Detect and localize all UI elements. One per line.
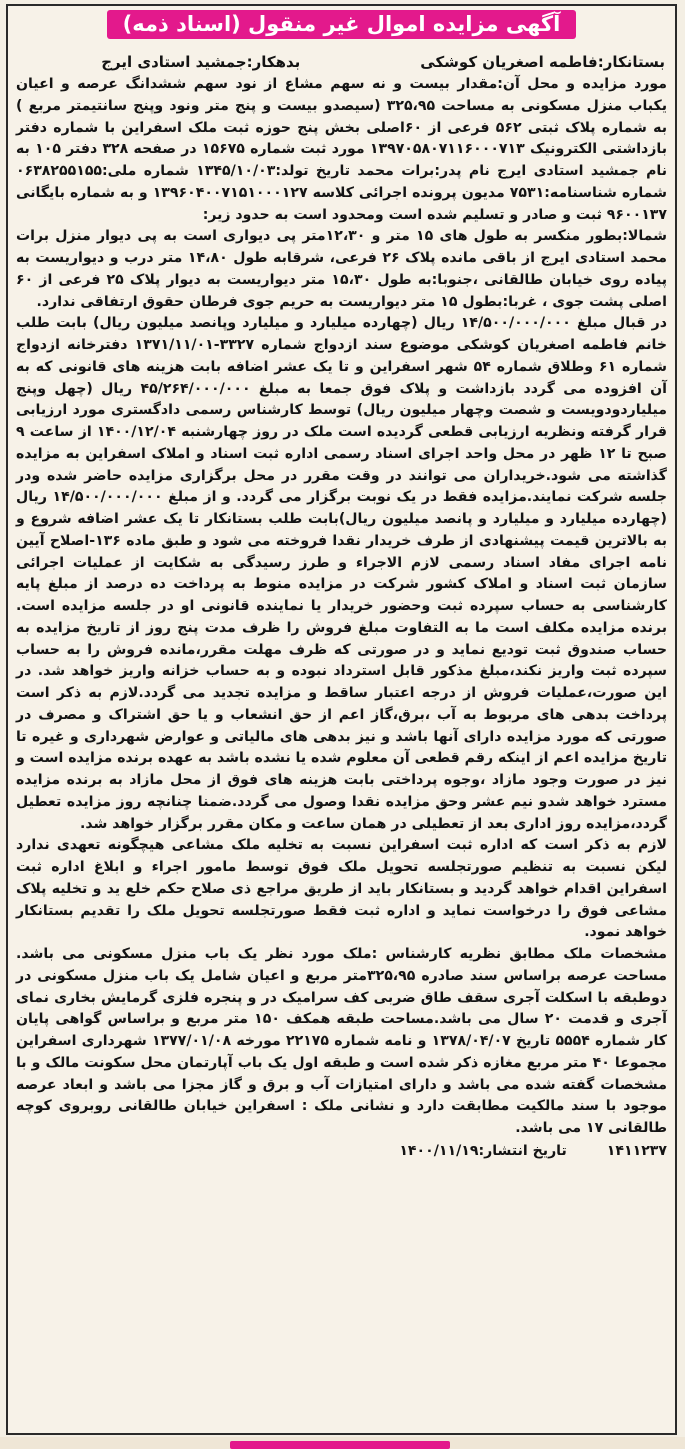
title-bar (8, 6, 675, 50)
paragraph-auction-terms: در قبال مبلغ ۱۴/۵۰۰/۰۰۰/۰۰۰ ریال (چهارده میلیارد و میلیارد وپانصد میلیون ریال) بابت طلب خانم فاطمه اصغریان کوشکی موضوع سند ازدواج شماره ۳۳۲۷-۱۳۷۱/۱۱/۰۱ دفترخانه ازدواج شماره ۶۱ وطلاق شماره ۵۴ شهر اسفراین و تا یک عشر اضافه بابت هزینه های قانونی که به آن افزوده می گردد بازداشت و پلاک فوق جمعا به مبلغ ۴۵/۲۶۴/۰۰۰/۰۰۰ ریال (چهل وپنج میلیاردودویست و شصت وچهار میلیون ریال) توسط کارشناس رسمی دادگستری مورد ارزیابی قرار گرفته ونظریه ارزیابی قطعی گردیده است ملک در روز چهارشنبه ۱۴۰۰/۱۲/۰۴ از ساعت ۹ صبح تا ۱۲ ظهر در محل واحد اجرای اسناد رسمی اداره ثبت اسناد و املاک اسفراین به مزایده گذاشته می شود.خریداران می توانند در وقت مقرر در محل برگزاری مزایده حاضر شده ودر جلسه شرکت نمایند.مزایده فقط در یک نوبت برگزار می گردد. و از مبلغ ۱۴/۵۰۰/۰۰۰/۰۰۰ ریال (چهارده میلیارد و میلیارد و پانصد میلیون ریال)بابت طلب بستانکار تا یک عشر اضافه شروع و به بالاترین قیمت پیشنهادی از طرف خریدار نقدا فروخته می شود و طبق ماده ۱۳۶-اصلاح آیین نامه اجرای مفاد اسناد رسمی لازم الاجراء و طرز رسیدگی به شکایت از عملیات اجرائی سازمان ثبت اسناد و املاک کشور شرکت در مزایده منوط به پرداخت ده درصد از مبلغ پایه کارشناسی به حساب سپرده ثبت وحضور خریدار یا نماینده قانونی او در جلسه مزایده است. برنده مزایده مکلف است ما به التفاوت مبلغ فروش را ظرف مدت پنج روز از تاریخ مزایده به حساب صندوق ثبت توديع نماید و در صورتی که ظرف مهلت مقرر،مانده فروش را به حساب سپرده ثبت واریز نکند،مبلغ مذکور قابل استرداد نبوده و به حساب خزانه واریز خواهد شد. در این صورت،عملیات فروش از درجه اعتبار ساقط و مزایده تجدید می گردد.لازم به ذکر است پرداخت بدهی های مربوط به آب ،برق،گاز اعم از حق انشعاب و یا حق اشتراک و مصرف در صورتی که مورد مزایده دارای آنها باشد و نیز بدهی های مالیاتی و عوارض شهرداری و غیره تا تاریخ مزایده اعم از اینکه رقم قطعی آن معلوم شده یا نشده باشد به عهده برنده مزایده است و نیز در صورت وجود مازاد ،وجوه پرداختی بابت هزینه های فوق از محل مازاد به برنده مزایده مسترد خواهد شدو نیم عشر وحق مزایده نقدا وصول می گردد.ضمنا چنانچه روز مزایده تعطیل گردد،مزایده روز اداری بعد از تعطیلی در همان ساعت و مکان مقرر برگزار خواهد شد. (16, 315, 668, 832)
notice-frame (6, 4, 677, 1435)
paragraph-property-specs: مشخصات ملک مطابق نظریه کارشناس :ملک مورد نظر یک باب منزل مسکونی می باشد. مساحت عرصه براساس سند صادره ۳۲۵،۹۵متر مربع و اعیان شامل یک باب منزل مسکونی در دوطبقه با اسکلت آجری سقف طاق ضربی کف سرامیک در و پنجره فلزی گرمایش بخاری نمای آجری و قدمت ۲۰ سال می باشد.مساحت طبقه همکف ۱۵۰ متر مربع و براساس گواهی پایان کار شماره ۵۵۵۴ تاریخ ۱۳۷۸/۰۴/۰۷ و نامه شماره ۲۲۱۷۵ مورخه ۱۳۷۷/۰۱/۰۸ شهرداری اسفراین مجموعا ۴۰ متر مربع مغازه ذکر شده است و طبقه اول یک باب آپارتمان محل سکونت مالک و با مشخصات گفته شده می باشد و دارای امتیازات آب و برق و گاز مجزا می باشد و ابعاد عرصه موجود با سند مالکیت مطابقت دارد و نشانی ملک : اسفراین خیابان طالقانی روبروی کوچه طالقانی ۱۷ می باشد. (16, 946, 668, 1136)
next-notice-title-fragment (230, 1441, 450, 1449)
notice-code: ۱۴۱۱۲۳۷ (606, 1142, 667, 1159)
paragraph-property-description: مورد مزایده و محل آن:مقدار بیست و نه سهم مشاع از نود سهم ششدانگ عرصه و اعیان یکباب منزل مسکونی به مساحت ۳۲۵،۹۵ (سیصدو بیست و پنج متر ونود وپنج سانتیمتر مربع ) به شماره پلاک ثبتی ۵۶۲ فرعی از ۶۰اصلی بخش پنج حوزه ثبت ملک اسفراین با شماره دفتر بازداشتی الکترونیک ۱۳۹۷۰۵۸۰۷۱۱۶۰۰۰۷۱۳ مورد ثبت شماره ۱۵۶۷۵ در صفحه ۳۲۸ دفتر ۱۰۵ به نام جمشید استادی ایرج نام پدر:برات محمد تاریخ تولد:۱۳۴۵/۱۰/۰۳ شماره ملی:۰۶۳۸۲۵۵۱۵۵ شماره شناسنامه:۷۵۳۱ مدیون پرونده اجرائی کلاسه ۱۳۹۶۰۴۰۰۷۱۵۱۰۰۰۱۲۷ و به شماره بایگانی ۹۶۰۰۱۳۷ ثبت و صادر و تسلیم شده است ومحدود است به حدود زیر: (16, 76, 668, 223)
next-notice-strip (0, 1437, 685, 1449)
paragraph-boundaries: شمالا:بطور منکسر به طول های ۱۵ متر و ۱۲،۳۰متر پی دیواری است به پی دیوار منزل برات محمد استادی ایرج از باقی مانده پلاک ۲۶ فرعی، شرقابه طول ۱۴،۸۰ متر درب و دیواریست به پیاده روی خیابان طالقانی ،جنوبا:به طول ۱۵،۳۰ متر دیواریست به دیوار پلاک ۲۵ فرعی از ۶۰ اصلی پشت جوی ، غربا:بطول ۱۵ متر دیواریست به حریم جوی فرطان حقوق ارتفاقی ندارد. (16, 228, 668, 310)
footer-line (8, 1140, 675, 1162)
creditor-name: بستانکار:فاطمه اصغریان کوشکی (420, 53, 665, 71)
notice-title: آگهی مزایده اموال غیر منقول (اسناد ذمه) (107, 10, 577, 39)
paragraph-eviction-note: لازم به ذکر است که اداره ثبت اسفراین نسبت به تخلیه ملک مشاعی هیچگونه تعهدی ندارد لیکن نسبت به تنظیم صورتجلسه تحویل ملک فوق توسط مامور اجراء و ابلاغ اداره ثبت اسفراین اقدام خواهد گردید و بستانکار باید از طریق مراجع ذی صلاح حکم خلع ید و تخلیه پلاک مشاعی فوق را درخواست نماید و اداره ثبت فقط صورتجلسه تحویل ملک را تقدیم بستانکار خواهد نمود. (16, 837, 667, 941)
notice-body (8, 74, 675, 1140)
debtor-name: بدهکار:جمشید استادی ایرج (101, 53, 301, 71)
parties-line (8, 50, 675, 74)
publish-date: تاریخ انتشار:۱۴۰۰/۱۱/۱۹ (399, 1142, 567, 1159)
